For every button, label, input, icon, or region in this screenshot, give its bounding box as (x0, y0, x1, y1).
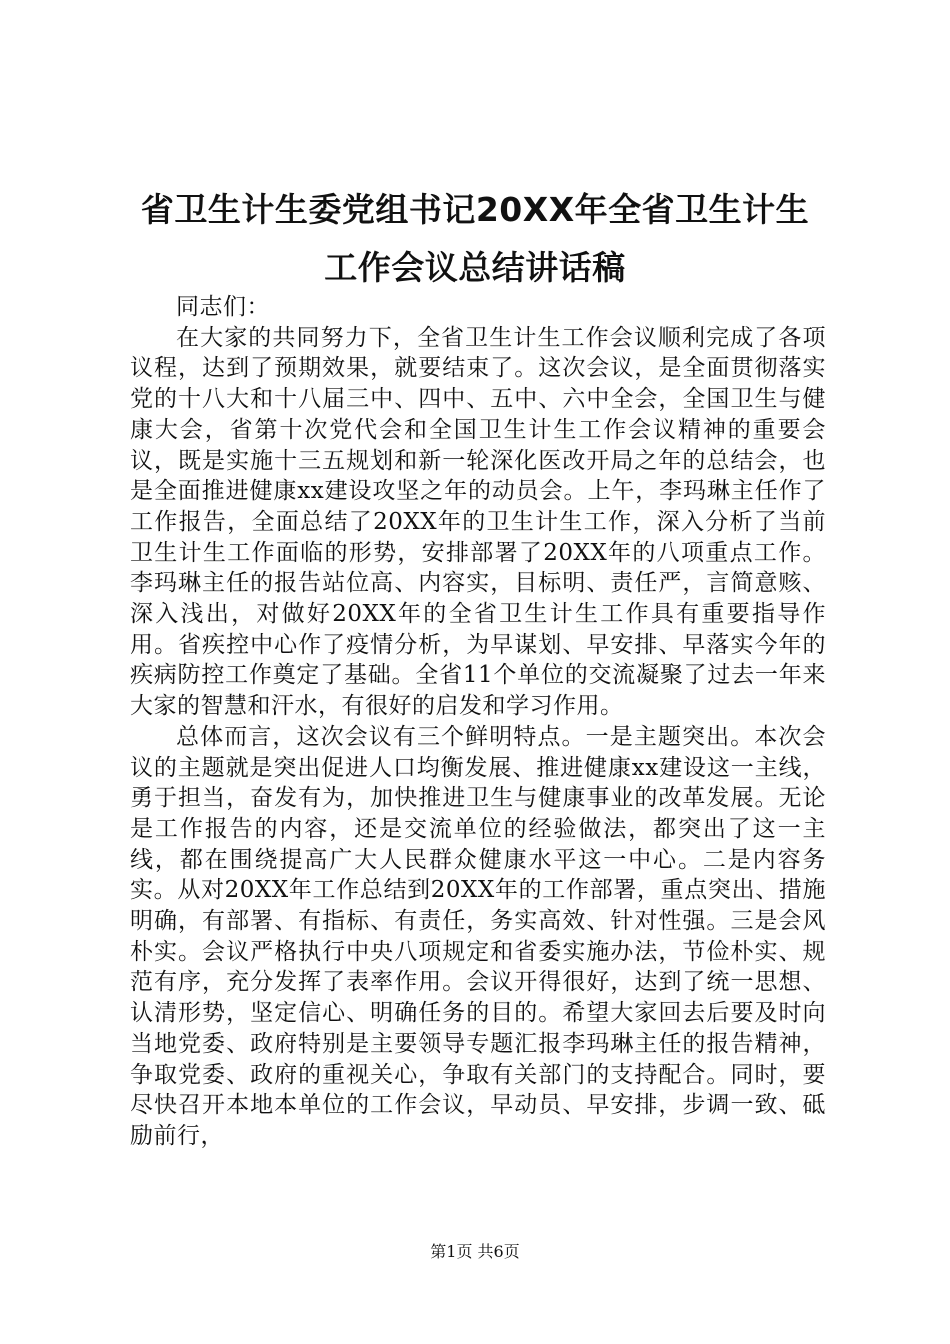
document-title-line-1: 省卫生计生委党组书记20XX年全省卫生计生 (140, 190, 810, 229)
paragraph-2: 总体而言，这次会议有三个鲜明特点。一是主题突出。本次会议的主题就是突出促进人口均衡发展、推进健康xx建设这一主线，勇于担当，奋发有为，加快推进卫生与健康事业的改革发展。无论是工作报告的内容，还是交流单位的经验做法，都突出了这一主线，都在围绕提高广大人民群众健康水平这一中心。二是内容务实。从对20XX年工作总结到20XX年的工作部署，重点突出、措施明确，有部署、有指标、有责任，务实高效、针对性强。三是会风朴实。会议严格执行中央八项规定和省委实施办法，节俭朴实、规范有序，充分发挥了表率作用。会议开得很好，达到了统一思想、认清形势，坚定信心、明确任务的目的。希望大家回去后要及时向当地党委、政府特别是主要领导专题汇报李玛琳主任的报告精神，争取党委、政府的重视关心，争取有关部门的支持配合。同时，要尽快召开本地本单位的工作会议，早动员、早安排，步调一致、砥励前行， (130, 723, 826, 1149)
paragraph-1: 在大家的共同努力下，全省卫生计生工作会议顺利完成了各项议程，达到了预期效果，就要结束了。这次会议，是全面贯彻落实党的十八大和十八届三中、四中、五中、六中全会，全国卫生与健康大会，省第十次党代会和全国卫生计生工作会议精神的重要会议，既是实施十三五规划和新一轮深化医改开局之年的总结会，也是全面推进健康xx建设攻坚之年的动员会。上午，李玛琳主任作了工作报告，全面总结了20XX年的卫生计生工作，深入分析了当前卫生计生工作面临的形势，安排部署了20XX年的八项重点工作。李玛琳主任的报告站位高、内容实，目标明、责任严，言简意赅、深入浅出，对做好20XX年的全省卫生计生工作具有重要指导作用。省疾控中心作了疫情分析，为早谋划、早安排、早落实今年的疾病防控工作奠定了基础。全省11个单位的交流凝聚了过去一年来大家的智慧和汗水，有很好的启发和学习作用。 (130, 324, 826, 720)
page-footer: 第1页 共6页 (430, 1242, 520, 1261)
document-body (130, 292, 826, 1152)
document-title-line-2: 工作会议总结讲话稿 (324, 248, 626, 287)
salutation: 同志们： (176, 294, 270, 320)
